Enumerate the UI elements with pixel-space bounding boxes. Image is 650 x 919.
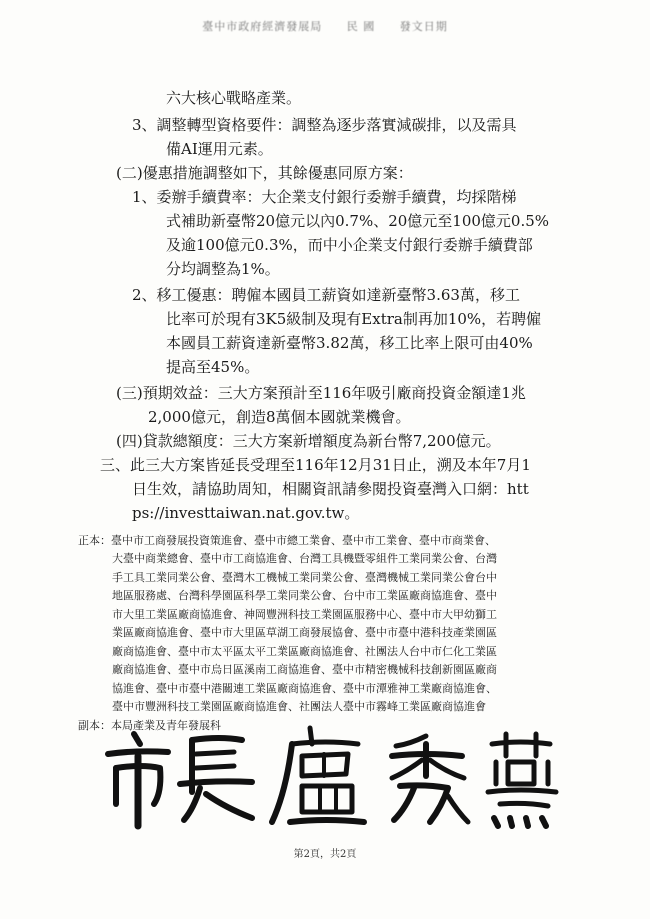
recipient-line: 市大里工業區廠商協進會、神岡豐洲科技工業園區服務中心、臺中市大甲幼獅工 — [112, 608, 497, 621]
body-line: 分均調整為1%。 — [166, 260, 280, 278]
body-line: 本國員工薪資達新臺幣3.82萬，移工比率上限可由40% — [166, 334, 533, 352]
recipient-line: 地區服務處、台灣科學園區科學工業同業公會、台中市工業區廠商協進會、臺中 — [112, 589, 497, 602]
body-line: 3、調整轉型資格要件：調整為逐步落實減碳排，以及需具 — [132, 116, 517, 134]
recipient-line: 協進會、臺中市臺中港關連工業區廠商協進會、臺中市潭雅神工業廠商協進會、 — [112, 682, 497, 695]
header-right-text: 發文日期 — [399, 20, 448, 33]
body-line: ps://investtaiwan.nat.gov.tw。 — [132, 504, 360, 522]
body-line: 1、委辦手續費率：大企業支付銀行委辦手續費，均採階梯 — [132, 188, 517, 206]
body-line: 比率可於現有3K5級制及現有Extra制再加10%，若聘僱 — [166, 310, 542, 328]
recipient-line: 副本：本局產業及青年發展科 — [78, 719, 221, 732]
body-line: (三)預期效益：三大方案預計至116年吸引廠商投資金額達1兆 — [116, 384, 526, 402]
body-line: 2,000億元，創造8萬個本國就業機會。 — [148, 408, 411, 426]
header-middle-text: 民 國 — [346, 20, 376, 33]
recipient-line: 業區廠商協進會、臺中市大里區草湖工商發展協會、臺中市臺中港科技產業園區 — [112, 626, 497, 639]
recipient-line: 正本：臺中市工商發展投資策進會、臺中市總工業會、臺中市工業會、臺中市商業會、 — [78, 534, 496, 547]
body-line: (四)貸款總額度：三大方案新增額度為新台幣7,200億元。 — [116, 432, 501, 450]
recipient-line: 手工具工業同業公會、臺灣木工機械工業同業公會、臺灣機械工業同業公會台中 — [112, 571, 497, 584]
mayor-signature-seal — [96, 722, 566, 832]
recipient-line: 廠商協進會、臺中市太平區太平工業區廠商協進會、社團法人台中市仁化工業區 — [112, 645, 497, 658]
body-line: (二)優惠措施調整如下，其餘優惠同原方案： — [116, 164, 413, 182]
header-left-text: 臺中市政府經濟發展局 — [202, 20, 323, 33]
body-line: 日生效，請協助周知，相關資訊請參閱投資臺灣入口網：htt — [132, 480, 529, 498]
signature-brush-strokes — [96, 722, 566, 832]
page-number-footer: 第2頁，共2頁 — [293, 849, 357, 860]
body-line: 2、移工優惠：聘僱本國員工薪資如達新臺幣3.63萬，移工 — [132, 286, 520, 304]
body-line: 備AI運用元素。 — [166, 140, 273, 158]
body-line: 及逾100億元0.3%，而中小企業支付銀行委辦手續費部 — [166, 236, 533, 254]
document-header-strip — [0, 18, 650, 34]
recipient-line: 臺中市豐洲科技工業園區廠商協進會、社團法人臺中市霧峰工業區廠商協進會 — [112, 700, 486, 713]
body-line: 六大核心戰略產業。 — [166, 89, 302, 107]
body-line: 三、此三大方案皆延長受理至116年12月31日止，溯及本年7月1 — [100, 456, 531, 474]
recipient-line: 大臺中商業總會、臺中市工商協進會、台灣工具機暨零組件工業同業公會、台灣 — [112, 552, 497, 565]
recipient-line: 廠商協進會、臺中市烏日區溪南工商協進會、臺中市精密機械科技創新園區廠商 — [112, 663, 497, 676]
body-line: 提高至45%。 — [166, 358, 260, 376]
body-line: 式補助新臺幣20億元以內0.7%、20億元至100億元0.5% — [166, 212, 550, 230]
